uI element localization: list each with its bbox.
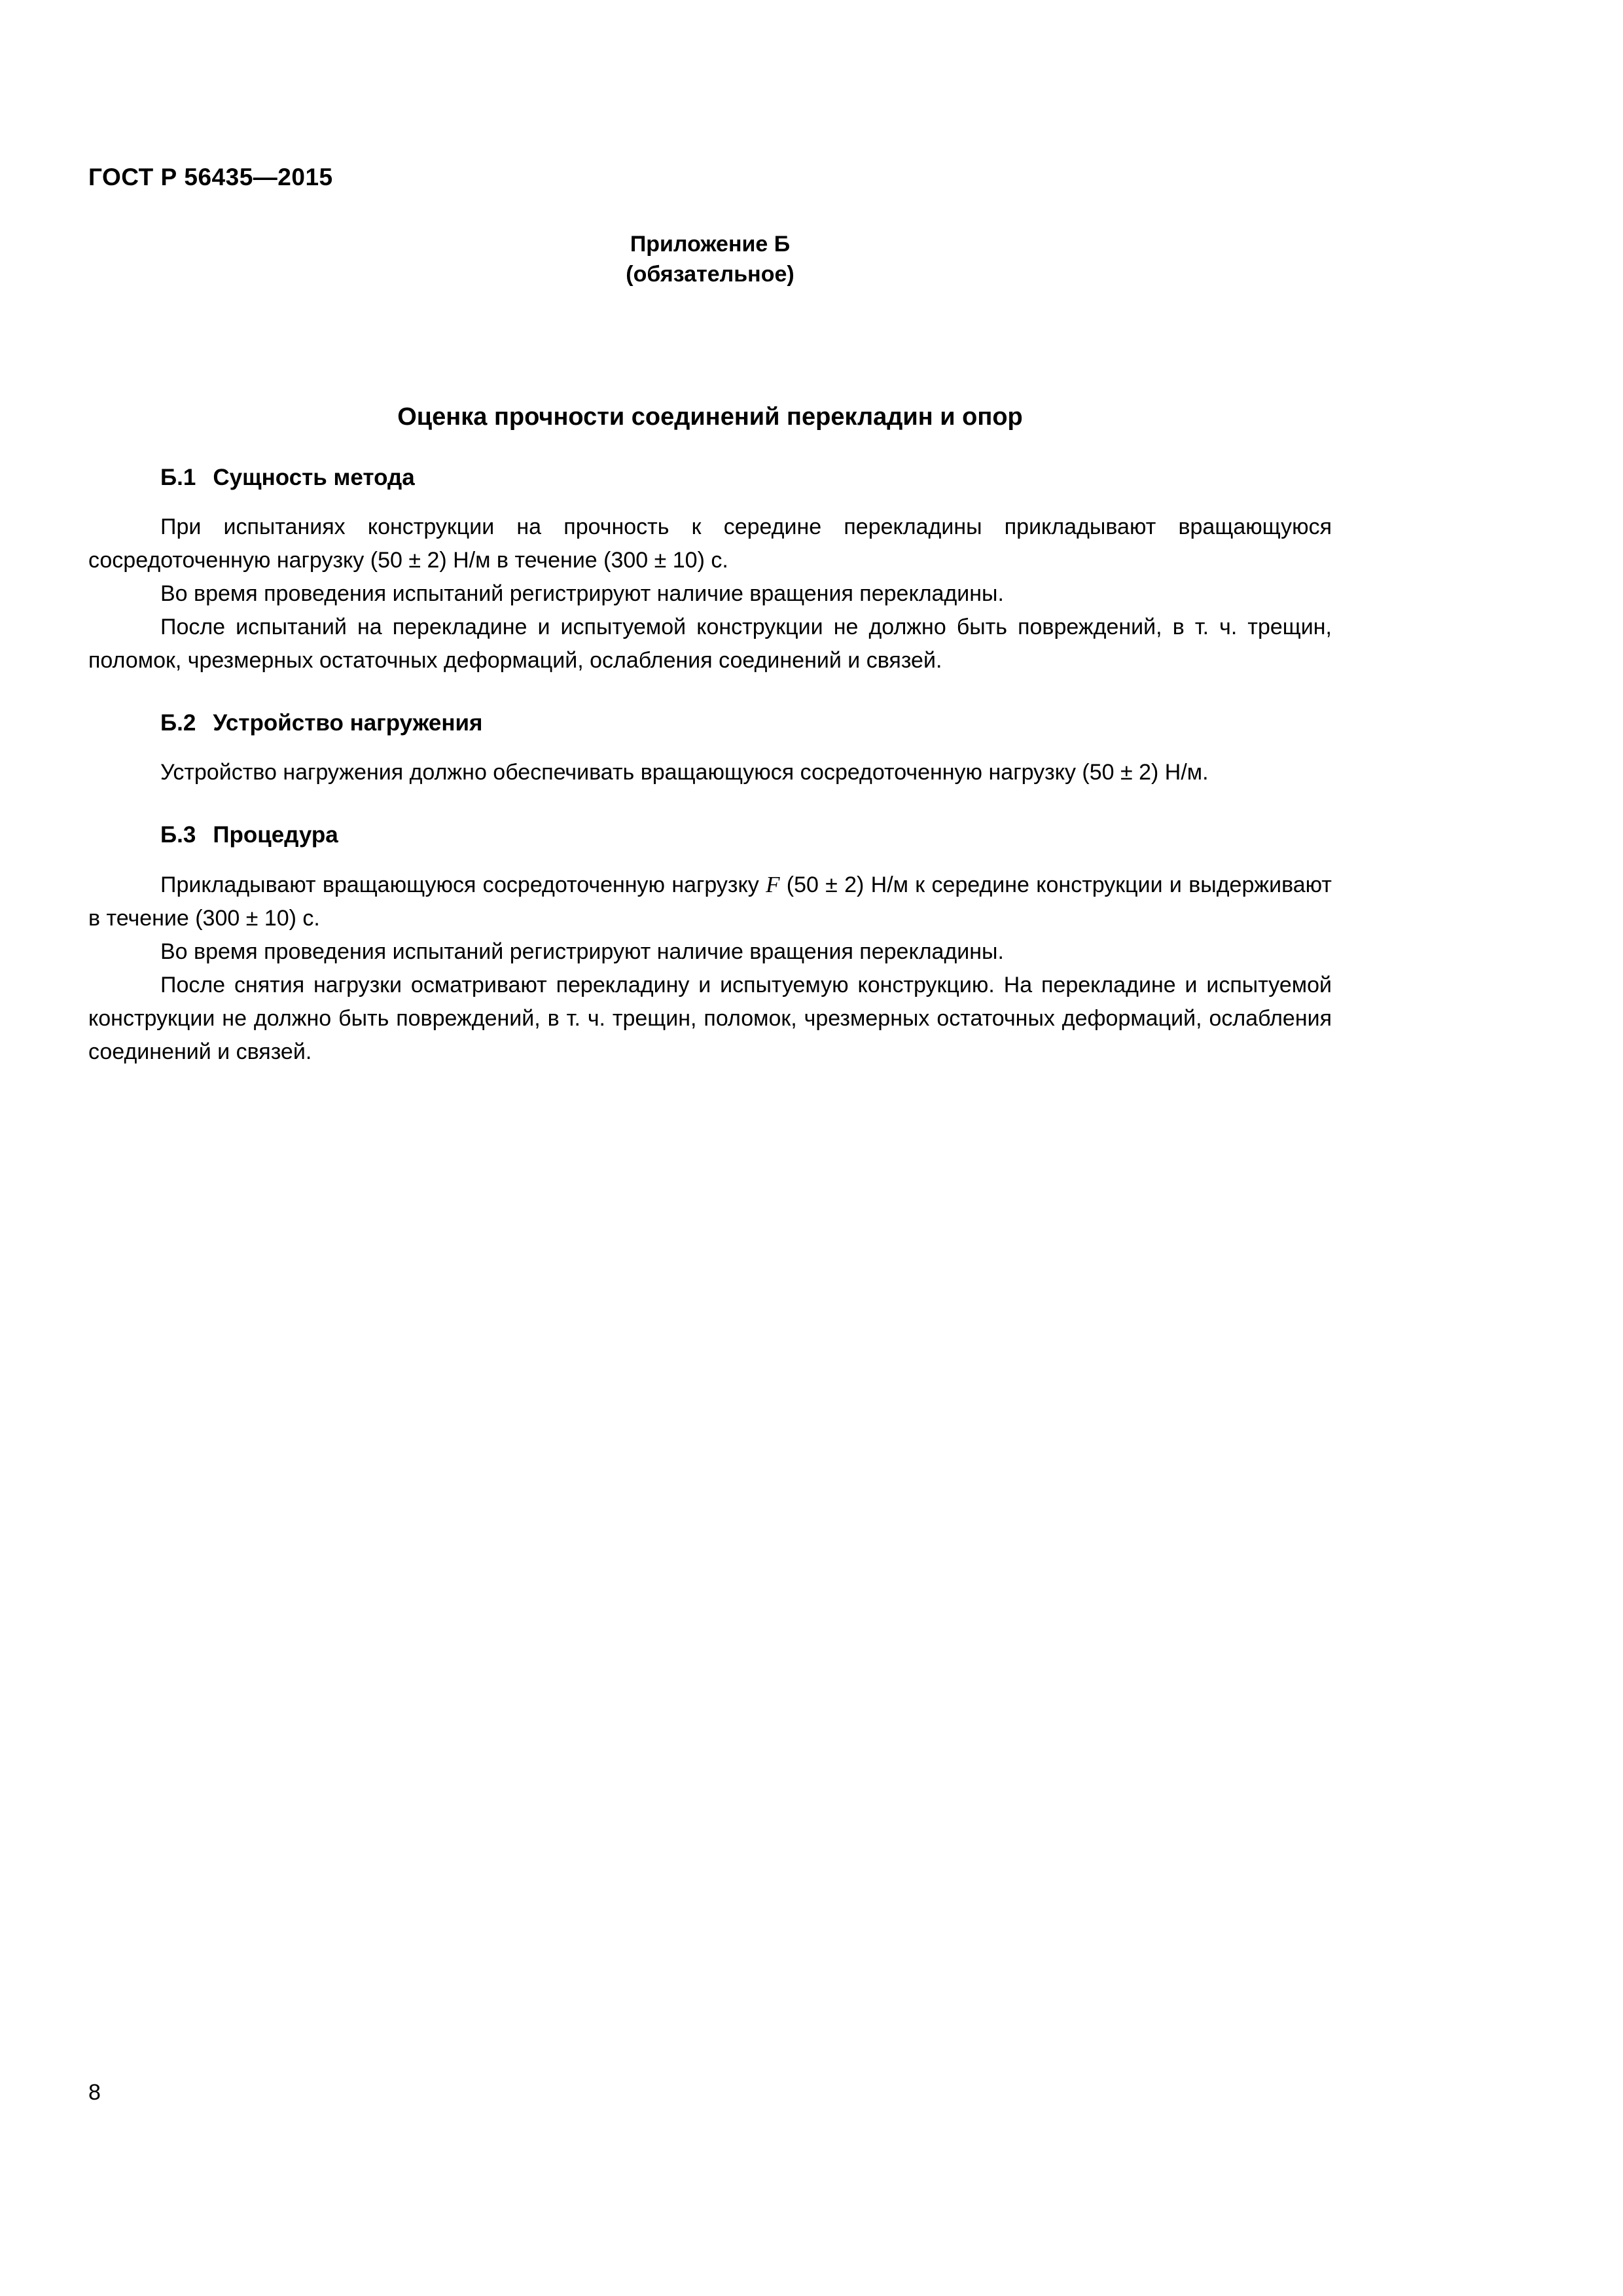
- section-heading-text: Устройство нагружения: [213, 710, 483, 736]
- section-number: Б.1: [160, 465, 196, 490]
- paragraph: Устройство нагружения должно обеспечивать вращающуюся сосредоточенную нагрузку (50 ± 2) Н/м.: [160, 760, 1209, 785]
- paragraph: После испытаний на перекладине и испытуемой конструкции не должно быть повреждений, в т. ч. трещин, поломок, чрезмерных остаточных деформаций, ослабления соединений и связей.: [88, 615, 1332, 673]
- page-number: 8: [88, 2080, 101, 2105]
- paragraph: Во время проведения испытаний регистрируют наличие вращения перекладины.: [160, 581, 1004, 606]
- section-heading-b3: [88, 821, 1332, 850]
- appendix-heading: [88, 229, 1332, 289]
- paragraph: Во время проведения испытаний регистрируют наличие вращения перекладины.: [160, 939, 1004, 964]
- paragraph: После снятия нагрузки осматривают перекладину и испытуемую конструкцию. На перекладине и испытуемой конструкции не должно быть повреждений, в т. ч. трещин, поломок, чрезмерных остаточных деформаций, ослабления соединений и связей.: [88, 973, 1332, 1064]
- appendix-label: Приложение Б: [630, 232, 791, 257]
- paragraph-text: Прикладывают вращающуюся сосредоточенную нагрузку: [160, 872, 766, 897]
- section-number: Б.2: [160, 710, 196, 736]
- paragraph: [88, 868, 1332, 935]
- section-heading-b2: [88, 709, 1332, 738]
- section-heading-b1: [88, 463, 1332, 492]
- page-title: Оценка прочности соединений перекладин и опор: [397, 403, 1023, 431]
- paragraph-text: (50 ± 2) Н/м к середине конструкции и выдерживают в течение (300 ± 10) с.: [88, 872, 1332, 931]
- force-symbol: F: [766, 872, 780, 897]
- section-heading-text: Процедура: [213, 822, 338, 848]
- appendix-type: (обязательное): [626, 262, 794, 287]
- doc-number: ГОСТ Р 56435—2015: [88, 164, 333, 190]
- section-heading-text: Сущность метода: [213, 465, 415, 490]
- section-number: Б.3: [160, 822, 196, 848]
- paragraph: При испытаниях конструкции на прочность к середине перекладины прикладывают вращающуюся сосредоточенную нагрузку (50 ± 2) Н/м в течение (300 ± 10) с.: [88, 514, 1332, 573]
- document-header: [88, 164, 1332, 191]
